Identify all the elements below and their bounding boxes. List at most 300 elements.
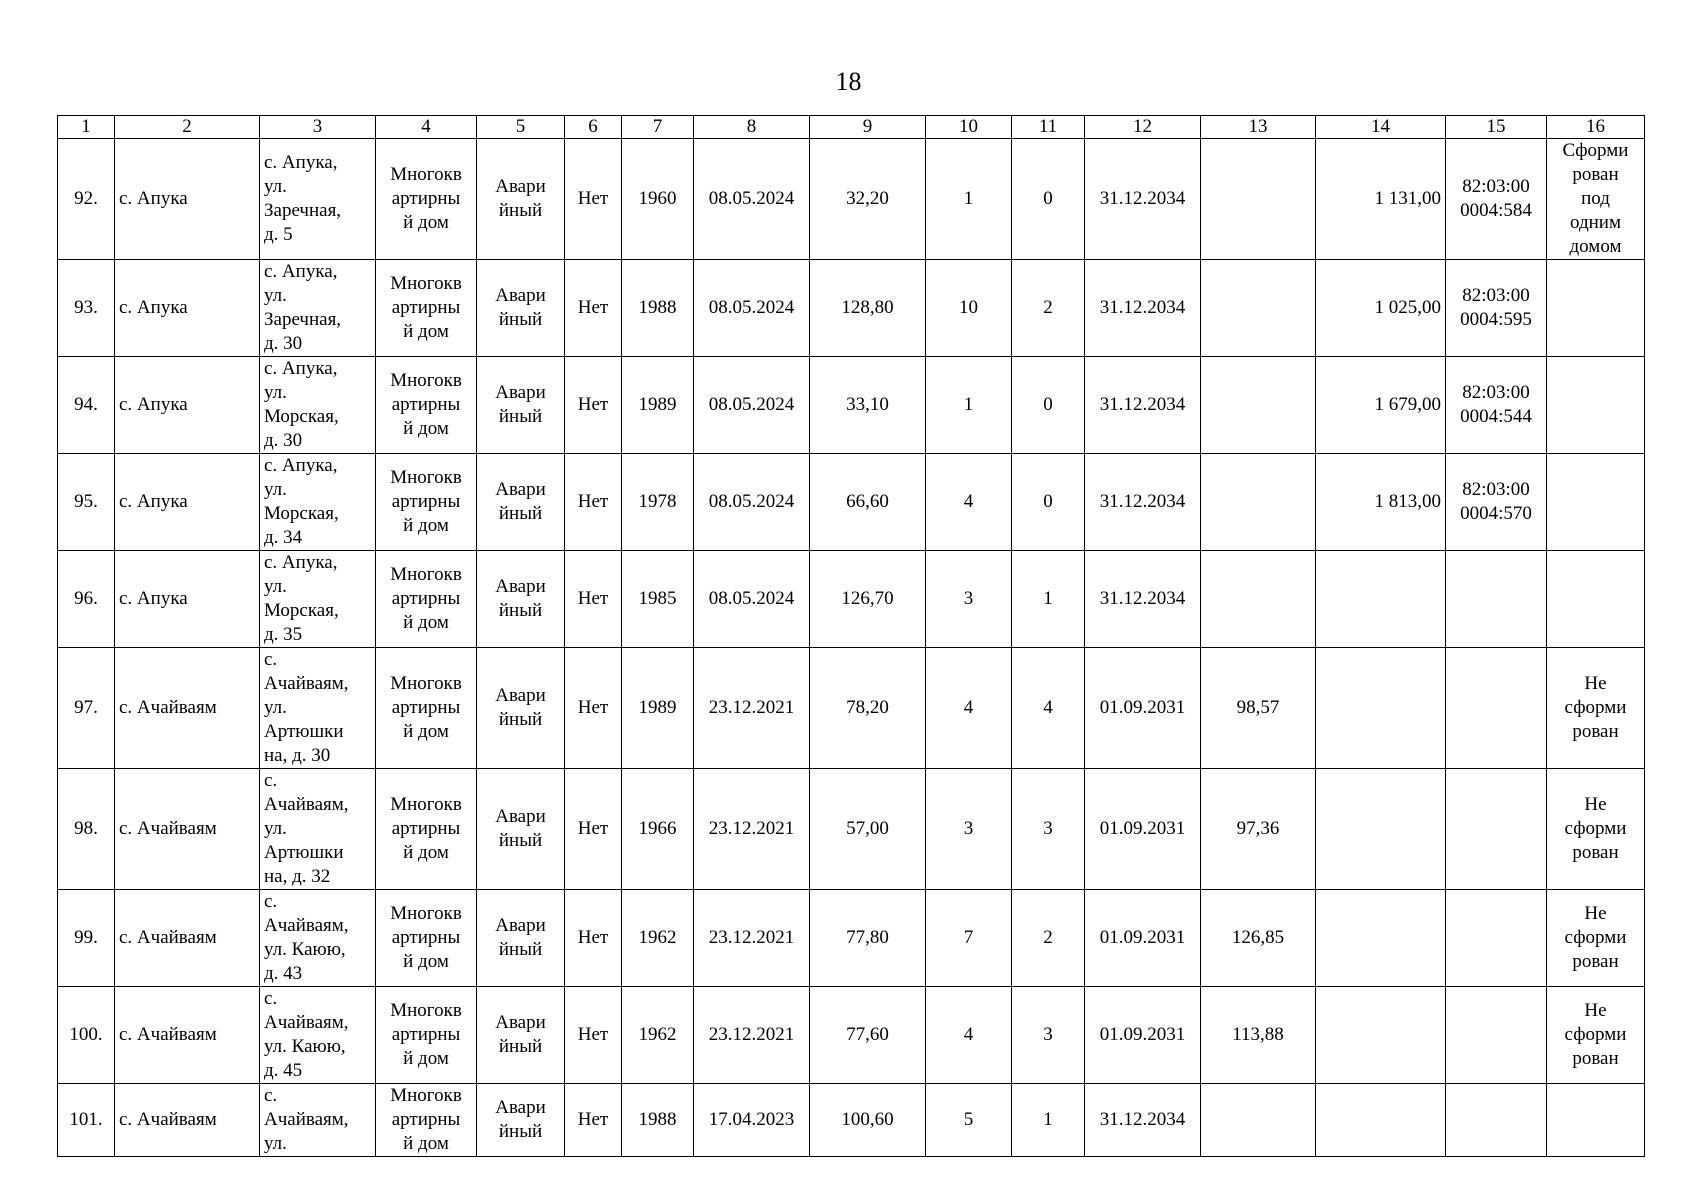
year-cell: 1978 bbox=[622, 454, 694, 551]
address-line: на, д. 32 bbox=[264, 866, 331, 887]
status-line: Не bbox=[1584, 1000, 1607, 1021]
condition-cell bbox=[477, 139, 565, 260]
building-type-line: й дом bbox=[403, 1048, 449, 1069]
building-type-line: артирны bbox=[391, 588, 461, 609]
condition-line: йный bbox=[498, 1121, 543, 1142]
page-number: 18 bbox=[835, 67, 862, 96]
cadastre-cell bbox=[1446, 551, 1547, 648]
column-number-row bbox=[58, 116, 1645, 139]
land-area-cell: 1 679,00 bbox=[1316, 357, 1446, 454]
address-line: Морская, bbox=[264, 600, 339, 621]
date-cell: 23.12.2021 bbox=[694, 648, 810, 769]
deadline-cell: 01.09.2031 bbox=[1085, 648, 1201, 769]
building-type-line: Многокв bbox=[390, 164, 462, 185]
cadastre-cell bbox=[1446, 357, 1547, 454]
address-cell bbox=[260, 551, 376, 648]
status-line: сформи bbox=[1564, 1024, 1627, 1045]
status-line: одним bbox=[1570, 212, 1621, 233]
status-cell bbox=[1547, 454, 1645, 551]
row-number-cell: 101. bbox=[58, 1084, 115, 1157]
building-type-line: й дом bbox=[403, 612, 449, 633]
amount-cell bbox=[1201, 454, 1316, 551]
area-cell: 57,00 bbox=[810, 769, 926, 890]
status-line: сформи bbox=[1564, 927, 1627, 948]
date-cell: 08.05.2024 bbox=[694, 139, 810, 260]
flag-cell: Нет bbox=[565, 648, 622, 769]
building-type-cell bbox=[376, 551, 477, 648]
land-area-cell bbox=[1316, 551, 1446, 648]
date-cell: 23.12.2021 bbox=[694, 987, 810, 1084]
land-area-cell: 1 131,00 bbox=[1316, 139, 1446, 260]
row-number-cell: 100. bbox=[58, 987, 115, 1084]
status-line: сформи bbox=[1564, 818, 1627, 839]
land-area-cell bbox=[1316, 1084, 1446, 1157]
date-cell: 08.05.2024 bbox=[694, 551, 810, 648]
flag-cell: Нет bbox=[565, 890, 622, 987]
condition-cell bbox=[477, 987, 565, 1084]
building-type-line: Многокв bbox=[390, 1085, 462, 1106]
year-cell: 1988 bbox=[622, 1084, 694, 1157]
building-type-cell bbox=[376, 1084, 477, 1157]
count-cell: 3 bbox=[926, 551, 1012, 648]
condition-line: Авари bbox=[495, 382, 546, 403]
year-cell: 1962 bbox=[622, 890, 694, 987]
flag-cell: Нет bbox=[565, 1084, 622, 1157]
condition-cell bbox=[477, 260, 565, 357]
status-cell bbox=[1547, 648, 1645, 769]
status-cell bbox=[1547, 260, 1645, 357]
condition-line: Авари bbox=[495, 685, 546, 706]
cadastre-line: 0004:544 bbox=[1460, 406, 1532, 427]
table-row bbox=[58, 139, 1645, 260]
count-cell: 4 bbox=[926, 454, 1012, 551]
condition-cell bbox=[477, 454, 565, 551]
address-line: ул. bbox=[264, 479, 287, 500]
amount-cell: 126,85 bbox=[1201, 890, 1316, 987]
count-cell: 0 bbox=[1012, 454, 1085, 551]
address-cell bbox=[260, 890, 376, 987]
address-line: Морская, bbox=[264, 406, 339, 427]
address-line: Ачайваям, bbox=[264, 673, 349, 694]
address-line: ул. bbox=[264, 176, 287, 197]
area-cell: 66,60 bbox=[810, 454, 926, 551]
flag-cell: Нет bbox=[565, 454, 622, 551]
cadastre-cell bbox=[1446, 139, 1547, 260]
land-area-cell: 1 025,00 bbox=[1316, 260, 1446, 357]
address-line: Артюшки bbox=[264, 721, 344, 742]
address-line: с. Апука, bbox=[264, 455, 338, 476]
cadastre-line: 82:03:00 bbox=[1462, 285, 1530, 306]
condition-line: Авари bbox=[495, 176, 546, 197]
count-cell: 7 bbox=[926, 890, 1012, 987]
table-row bbox=[58, 769, 1645, 890]
table-row bbox=[58, 890, 1645, 987]
column-number-cell: 11 bbox=[1012, 116, 1085, 139]
count-cell: 4 bbox=[1012, 648, 1085, 769]
table-row bbox=[58, 551, 1645, 648]
address-line: д. 34 bbox=[264, 527, 303, 548]
settlement-cell: с. Ачайваям bbox=[115, 769, 260, 890]
year-cell: 1989 bbox=[622, 648, 694, 769]
status-cell bbox=[1547, 139, 1645, 260]
flag-cell: Нет bbox=[565, 551, 622, 648]
address-line: с. bbox=[264, 891, 278, 912]
status-line: Не bbox=[1584, 903, 1607, 924]
column-number-cell: 9 bbox=[810, 116, 926, 139]
settlement-cell: с. Ачайваям bbox=[115, 890, 260, 987]
status-cell bbox=[1547, 551, 1645, 648]
condition-line: йный bbox=[498, 600, 543, 621]
cadastre-line: 82:03:00 bbox=[1462, 176, 1530, 197]
address-line: Ачайваям, bbox=[264, 794, 349, 815]
area-cell: 126,70 bbox=[810, 551, 926, 648]
address-line: д. 30 bbox=[264, 430, 303, 451]
status-line: Сформи bbox=[1562, 140, 1629, 161]
address-line: Ачайваям, bbox=[264, 1109, 349, 1130]
land-area-cell: 1 813,00 bbox=[1316, 454, 1446, 551]
land-area-cell bbox=[1316, 987, 1446, 1084]
status-line: рован bbox=[1572, 721, 1619, 742]
settlement-cell: с. Ачайваям bbox=[115, 1084, 260, 1157]
flag-cell: Нет bbox=[565, 139, 622, 260]
condition-line: Авари bbox=[495, 1012, 546, 1033]
cadastre-cell bbox=[1446, 260, 1547, 357]
building-type-line: й дом bbox=[403, 951, 449, 972]
condition-line: йный bbox=[498, 406, 543, 427]
building-type-line: й дом bbox=[403, 418, 449, 439]
area-cell: 32,20 bbox=[810, 139, 926, 260]
row-number-cell: 96. bbox=[58, 551, 115, 648]
address-line: с. bbox=[264, 1085, 278, 1106]
deadline-cell: 01.09.2031 bbox=[1085, 769, 1201, 890]
row-number-cell: 95. bbox=[58, 454, 115, 551]
condition-cell bbox=[477, 890, 565, 987]
column-number-cell: 14 bbox=[1316, 116, 1446, 139]
count-cell: 2 bbox=[1012, 260, 1085, 357]
row-number-cell: 99. bbox=[58, 890, 115, 987]
building-type-line: Многокв bbox=[390, 1000, 462, 1021]
table-row bbox=[58, 260, 1645, 357]
address-cell bbox=[260, 648, 376, 769]
settlement-cell: с. Апука bbox=[115, 551, 260, 648]
count-cell: 1 bbox=[1012, 1084, 1085, 1157]
building-type-line: Многокв bbox=[390, 564, 462, 585]
condition-line: йный bbox=[498, 939, 543, 960]
date-cell: 08.05.2024 bbox=[694, 454, 810, 551]
amount-cell: 113,88 bbox=[1201, 987, 1316, 1084]
building-type-line: й дом bbox=[403, 721, 449, 742]
count-cell: 1 bbox=[926, 139, 1012, 260]
address-line: Ачайваям, bbox=[264, 915, 349, 936]
address-line: ул. Каюю, bbox=[264, 1036, 346, 1057]
amount-cell bbox=[1201, 551, 1316, 648]
land-area-cell bbox=[1316, 890, 1446, 987]
cadastre-cell bbox=[1446, 1084, 1547, 1157]
flag-cell: Нет bbox=[565, 987, 622, 1084]
table-row bbox=[58, 987, 1645, 1084]
building-type-line: артирны bbox=[391, 394, 461, 415]
address-line: с. Апука, bbox=[264, 152, 338, 173]
deadline-cell: 01.09.2031 bbox=[1085, 987, 1201, 1084]
condition-cell bbox=[477, 648, 565, 769]
deadline-cell: 31.12.2034 bbox=[1085, 260, 1201, 357]
building-type-line: артирны bbox=[391, 818, 461, 839]
column-number-cell: 1 bbox=[58, 116, 115, 139]
column-number-cell: 2 bbox=[115, 116, 260, 139]
table-row bbox=[58, 648, 1645, 769]
settlement-cell: с. Ачайваям bbox=[115, 648, 260, 769]
column-number-cell: 13 bbox=[1201, 116, 1316, 139]
building-type-line: артирны bbox=[391, 1109, 461, 1130]
address-line: д. 45 bbox=[264, 1060, 303, 1081]
address-line: ул. bbox=[264, 285, 287, 306]
building-type-line: Многокв bbox=[390, 903, 462, 924]
address-cell bbox=[260, 987, 376, 1084]
flag-cell: Нет bbox=[565, 260, 622, 357]
table-row bbox=[58, 1084, 1645, 1157]
column-number-cell: 10 bbox=[926, 116, 1012, 139]
row-number-cell: 94. bbox=[58, 357, 115, 454]
building-type-line: й дом bbox=[403, 212, 449, 233]
column-number-cell: 7 bbox=[622, 116, 694, 139]
amount-cell bbox=[1201, 1084, 1316, 1157]
address-cell bbox=[260, 139, 376, 260]
address-line: ул. bbox=[264, 818, 287, 839]
address-cell bbox=[260, 357, 376, 454]
status-cell bbox=[1547, 890, 1645, 987]
settlement-cell: с. Апука bbox=[115, 357, 260, 454]
building-type-line: артирны bbox=[391, 188, 461, 209]
deadline-cell: 31.12.2034 bbox=[1085, 357, 1201, 454]
row-number-cell: 93. bbox=[58, 260, 115, 357]
area-cell: 128,80 bbox=[810, 260, 926, 357]
cadastre-line: 0004:584 bbox=[1460, 200, 1532, 221]
land-area-cell bbox=[1316, 648, 1446, 769]
column-number-cell: 4 bbox=[376, 116, 477, 139]
cadastre-cell bbox=[1446, 987, 1547, 1084]
condition-line: Авари bbox=[495, 915, 546, 936]
building-type-cell bbox=[376, 648, 477, 769]
count-cell: 4 bbox=[926, 648, 1012, 769]
settlement-cell: с. Апука bbox=[115, 260, 260, 357]
amount-cell bbox=[1201, 139, 1316, 260]
status-cell bbox=[1547, 987, 1645, 1084]
address-line: ул. Каюю, bbox=[264, 939, 346, 960]
settlement-cell: с. Ачайваям bbox=[115, 987, 260, 1084]
building-type-line: Многокв bbox=[390, 370, 462, 391]
status-cell bbox=[1547, 357, 1645, 454]
flag-cell: Нет bbox=[565, 769, 622, 890]
building-type-cell bbox=[376, 890, 477, 987]
condition-cell bbox=[477, 769, 565, 890]
building-type-line: артирны bbox=[391, 297, 461, 318]
year-cell: 1962 bbox=[622, 987, 694, 1084]
address-cell bbox=[260, 769, 376, 890]
condition-line: Авари bbox=[495, 1097, 546, 1118]
count-cell: 5 bbox=[926, 1084, 1012, 1157]
date-cell: 08.05.2024 bbox=[694, 357, 810, 454]
year-cell: 1985 bbox=[622, 551, 694, 648]
building-type-line: й дом bbox=[403, 321, 449, 342]
date-cell: 23.12.2021 bbox=[694, 890, 810, 987]
status-line: рован bbox=[1572, 842, 1619, 863]
amount-cell: 98,57 bbox=[1201, 648, 1316, 769]
address-line: с. Апука, bbox=[264, 261, 338, 282]
deadline-cell: 31.12.2034 bbox=[1085, 1084, 1201, 1157]
status-line: домом bbox=[1569, 236, 1622, 257]
cadastre-line: 0004:570 bbox=[1460, 503, 1532, 524]
condition-line: Авари bbox=[495, 479, 546, 500]
year-cell: 1966 bbox=[622, 769, 694, 890]
settlement-cell: с. Апука bbox=[115, 139, 260, 260]
cadastre-line: 0004:595 bbox=[1460, 309, 1532, 330]
amount-cell: 97,36 bbox=[1201, 769, 1316, 890]
building-type-cell bbox=[376, 357, 477, 454]
condition-line: йный bbox=[498, 309, 543, 330]
status-cell bbox=[1547, 769, 1645, 890]
building-type-line: Многокв bbox=[390, 467, 462, 488]
cadastre-cell bbox=[1446, 454, 1547, 551]
year-cell: 1988 bbox=[622, 260, 694, 357]
land-area-cell bbox=[1316, 769, 1446, 890]
count-cell: 4 bbox=[926, 987, 1012, 1084]
condition-line: йный bbox=[498, 503, 543, 524]
address-line: Артюшки bbox=[264, 842, 344, 863]
count-cell: 3 bbox=[1012, 769, 1085, 890]
count-cell: 3 bbox=[1012, 987, 1085, 1084]
building-type-line: й дом bbox=[403, 515, 449, 536]
address-line: ул. bbox=[264, 576, 287, 597]
address-line: ул. bbox=[264, 1133, 287, 1154]
status-line: Не bbox=[1584, 673, 1607, 694]
building-type-line: Многокв bbox=[390, 273, 462, 294]
column-number-cell: 8 bbox=[694, 116, 810, 139]
condition-line: йный bbox=[498, 200, 543, 221]
condition-line: йный bbox=[498, 709, 543, 730]
address-line: с. bbox=[264, 649, 278, 670]
amount-cell bbox=[1201, 260, 1316, 357]
address-line: ул. bbox=[264, 382, 287, 403]
condition-line: йный bbox=[498, 830, 543, 851]
address-line: с. bbox=[264, 988, 278, 1009]
address-line: Морская, bbox=[264, 503, 339, 524]
status-line: под bbox=[1581, 188, 1610, 209]
address-cell bbox=[260, 1084, 376, 1157]
address-line: с. bbox=[264, 770, 278, 791]
count-cell: 0 bbox=[1012, 357, 1085, 454]
building-type-line: Многокв bbox=[390, 794, 462, 815]
address-line: Заречная, bbox=[264, 200, 342, 221]
address-line: Заречная, bbox=[264, 309, 342, 330]
flag-cell: Нет bbox=[565, 357, 622, 454]
count-cell: 0 bbox=[1012, 139, 1085, 260]
count-cell: 3 bbox=[926, 769, 1012, 890]
deadline-cell: 31.12.2034 bbox=[1085, 454, 1201, 551]
status-line: рован bbox=[1572, 164, 1619, 185]
cadastre-cell bbox=[1446, 890, 1547, 987]
address-line: д. 35 bbox=[264, 624, 303, 645]
building-type-line: артирны bbox=[391, 491, 461, 512]
address-line: на, д. 30 bbox=[264, 745, 331, 766]
row-number-cell: 98. bbox=[58, 769, 115, 890]
cadastre-line: 82:03:00 bbox=[1462, 479, 1530, 500]
row-number-cell: 97. bbox=[58, 648, 115, 769]
count-cell: 10 bbox=[926, 260, 1012, 357]
building-type-cell bbox=[376, 769, 477, 890]
address-line: д. 5 bbox=[264, 224, 293, 245]
area-cell: 77,60 bbox=[810, 987, 926, 1084]
settlement-cell: с. Апука bbox=[115, 454, 260, 551]
column-number-cell: 6 bbox=[565, 116, 622, 139]
address-line: с. Апука, bbox=[264, 358, 338, 379]
status-line: рован bbox=[1572, 951, 1619, 972]
column-number-cell: 3 bbox=[260, 116, 376, 139]
building-type-cell bbox=[376, 260, 477, 357]
count-cell: 1 bbox=[926, 357, 1012, 454]
address-line: д. 43 bbox=[264, 963, 303, 984]
area-cell: 33,10 bbox=[810, 357, 926, 454]
table-row bbox=[58, 454, 1645, 551]
condition-line: йный bbox=[498, 1036, 543, 1057]
area-cell: 100,60 bbox=[810, 1084, 926, 1157]
condition-cell bbox=[477, 551, 565, 648]
cadastre-cell bbox=[1446, 648, 1547, 769]
building-type-line: артирны bbox=[391, 697, 461, 718]
building-type-line: артирны bbox=[391, 927, 461, 948]
building-type-cell bbox=[376, 454, 477, 551]
address-line: д. 30 bbox=[264, 333, 303, 354]
deadline-cell: 01.09.2031 bbox=[1085, 890, 1201, 987]
address-line: Ачайваям, bbox=[264, 1012, 349, 1033]
deadline-cell: 31.12.2034 bbox=[1085, 139, 1201, 260]
date-cell: 23.12.2021 bbox=[694, 769, 810, 890]
deadline-cell: 31.12.2034 bbox=[1085, 551, 1201, 648]
building-type-line: й дом bbox=[403, 842, 449, 863]
status-line: рован bbox=[1572, 1048, 1619, 1069]
table-row bbox=[58, 357, 1645, 454]
date-cell: 08.05.2024 bbox=[694, 260, 810, 357]
cadastre-cell bbox=[1446, 769, 1547, 890]
building-type-cell bbox=[376, 987, 477, 1084]
building-type-line: Многокв bbox=[390, 673, 462, 694]
count-cell: 2 bbox=[1012, 890, 1085, 987]
area-cell: 78,20 bbox=[810, 648, 926, 769]
address-cell bbox=[260, 260, 376, 357]
column-number-cell: 12 bbox=[1085, 116, 1201, 139]
status-cell bbox=[1547, 1084, 1645, 1157]
status-line: сформи bbox=[1564, 697, 1627, 718]
column-number-cell: 16 bbox=[1547, 116, 1645, 139]
building-type-line: артирны bbox=[391, 1024, 461, 1045]
condition-line: Авари bbox=[495, 806, 546, 827]
condition-line: Авари bbox=[495, 576, 546, 597]
address-line: ул. bbox=[264, 697, 287, 718]
condition-cell bbox=[477, 357, 565, 454]
column-number-cell: 5 bbox=[477, 116, 565, 139]
housing-registry-table bbox=[57, 115, 1645, 1157]
amount-cell bbox=[1201, 357, 1316, 454]
address-line: с. Апука, bbox=[264, 552, 338, 573]
year-cell: 1960 bbox=[622, 139, 694, 260]
building-type-cell bbox=[376, 139, 477, 260]
date-cell: 17.04.2023 bbox=[694, 1084, 810, 1157]
building-type-line: й дом bbox=[403, 1133, 449, 1154]
row-number-cell: 92. bbox=[58, 139, 115, 260]
area-cell: 77,80 bbox=[810, 890, 926, 987]
address-cell bbox=[260, 454, 376, 551]
year-cell: 1989 bbox=[622, 357, 694, 454]
cadastre-line: 82:03:00 bbox=[1462, 382, 1530, 403]
